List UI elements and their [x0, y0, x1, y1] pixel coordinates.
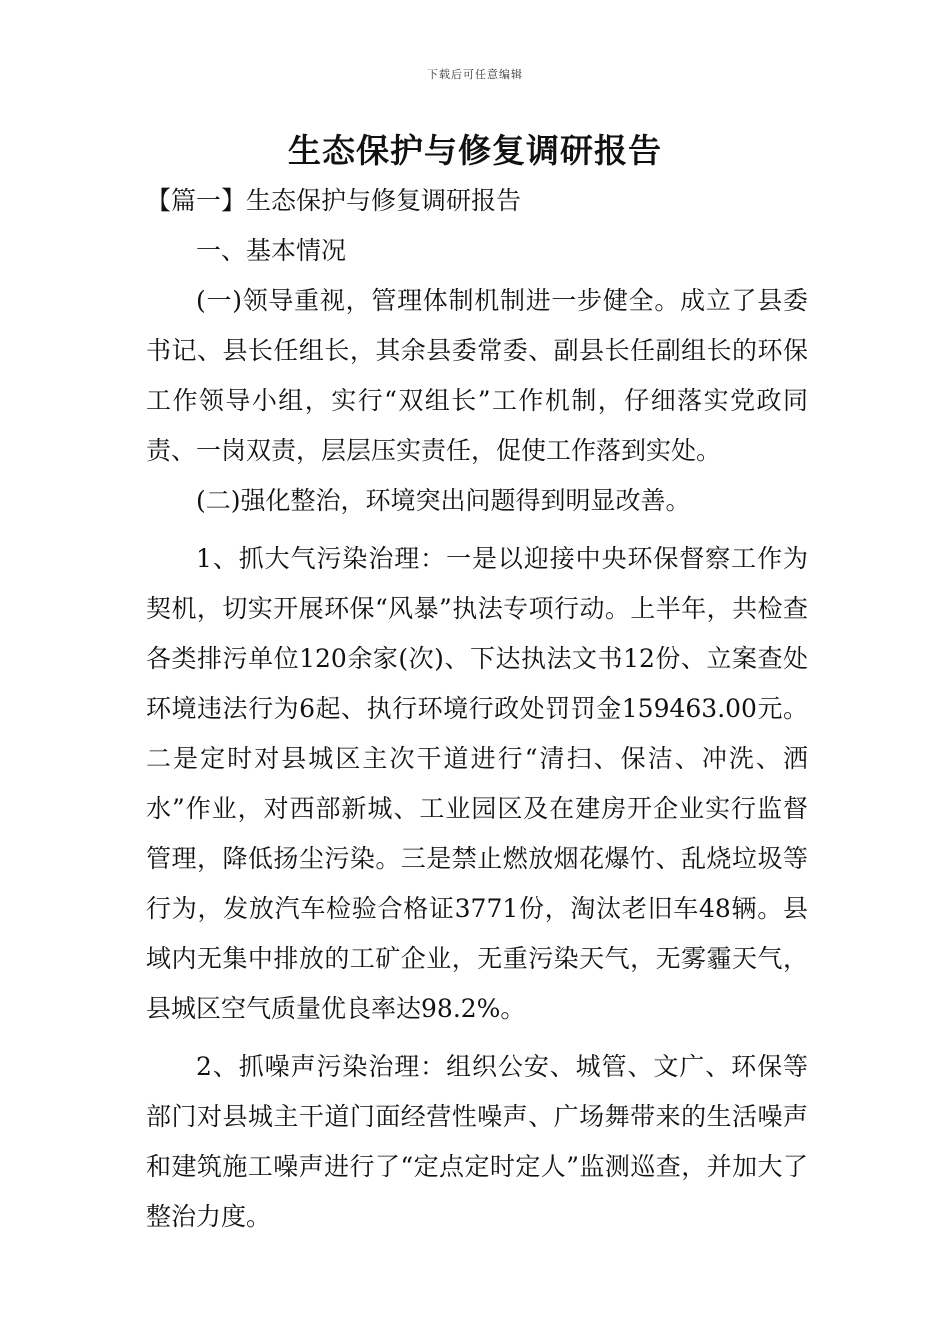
paragraph-basic-situation: 一、基本情况 [196, 236, 347, 265]
header-note: 下载后可任意编辑 [427, 68, 523, 81]
paragraph-rectification: (二)强化整治，环境突出问题得到明显改善。 [196, 486, 691, 515]
paragraph-noise-pollution: 2、抓噪声污染治理：组织公安、城管、文广、环保等部门对县城主干道门面经营性噪声、广场舞带来的生活噪声和建筑施工噪声进行了“定点定时定人”监测巡查，并加大了整治力度。 [146, 1052, 808, 1231]
document-title: 生态保护与修复调研报告 [288, 131, 662, 170]
document-body [146, 176, 808, 1242]
paragraph-leadership: (一)领导重视，管理体制机制进一步健全。成立了县委书记、县长任组长，其余县委常委、副县长任副组长的环保工作领导小组，实行“双组长”工作机制，仔细落实党政同责、一岗双责，层层压实责任，促使工作落到实处。 [146, 286, 808, 465]
paragraph-air-pollution: 1、抓大气污染治理：一是以迎接中央环保督察工作为契机，切实开展环保“风暴”执法专项行动。上半年，共检查各类排污单位120余家(次)、下达执法文书12份、立案查处环境违法行为6起、执行环境行政处罚罚金159463.00元。二是定时对县城区主次干道进行“清扫、保洁、冲洗、洒水”作业，对西部新城、工业园区及在建房开企业实行监督管理，降低扬尘污染。三是禁止燃放烟花爆竹、乱烧垃圾等行为，发放汽车检验合格证3771份，淘汰老旧车48辆。县域内无集中排放的工矿企业，无重污染天气，无雾霾天气，县城区空气质量优良率达98.2%。 [146, 544, 808, 1023]
section-heading: 【篇一】生态保护与修复调研报告 [146, 186, 522, 215]
